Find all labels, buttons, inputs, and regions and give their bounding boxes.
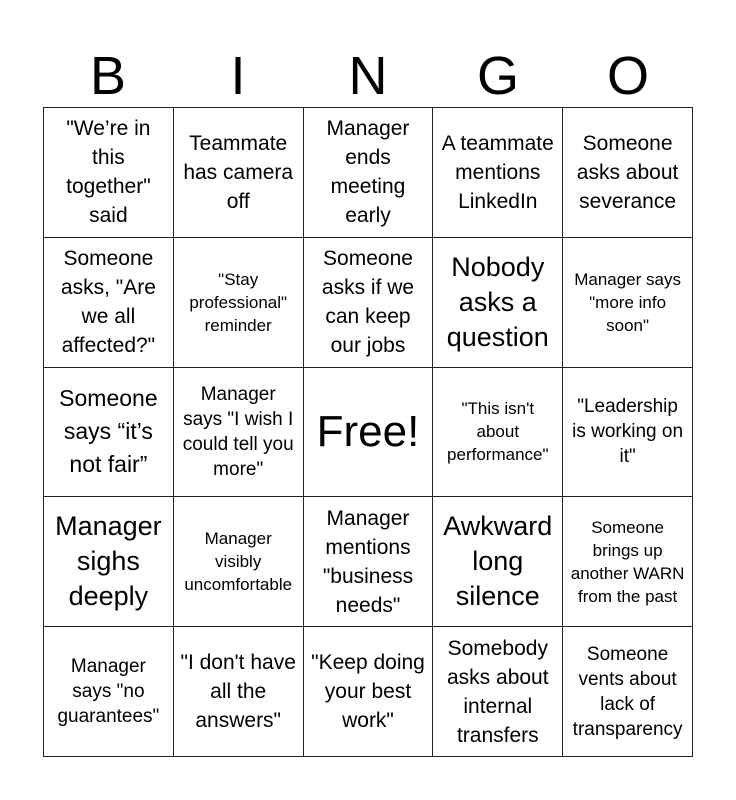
bingo-cell[interactable]: [44, 108, 174, 238]
bingo-cell-text: Someone asks, "Are we all affected?": [60, 247, 156, 358]
bingo-cell[interactable]: [304, 238, 434, 368]
bingo-cell-text: Someone brings up another WARN from the past: [570, 517, 685, 606]
bingo-cell[interactable]: [44, 368, 174, 498]
bingo-cell[interactable]: [304, 497, 434, 627]
bingo-cell-text: Manager sighs deeply: [55, 511, 162, 612]
free-space-cell[interactable]: [304, 368, 434, 498]
bingo-cell[interactable]: [304, 108, 434, 238]
bingo-cell-text: "I don't have all the answers": [180, 651, 296, 733]
bingo-cell-text: Manager says "no guarantees": [57, 656, 160, 728]
bingo-cell-text: A teammate mentions LinkedIn: [441, 131, 554, 213]
bingo-cell-text: Manager says "more info soon": [574, 269, 681, 335]
bingo-cell-text: Manager says "I wish I could tell you more": [182, 383, 294, 480]
header-letter-b: B: [89, 46, 127, 106]
bingo-cell[interactable]: [433, 627, 563, 757]
bingo-cell-text: Manager visibly uncomfortable: [184, 529, 293, 595]
bingo-cell-text: Someone asks about severance: [576, 131, 679, 213]
bingo-cell-text: "Keep doing your best work": [311, 651, 425, 733]
bingo-cell[interactable]: [433, 497, 563, 627]
bingo-header: [43, 44, 693, 108]
header-letter-n: N: [348, 46, 388, 106]
bingo-cell[interactable]: [44, 238, 174, 368]
bingo-cell-text: Nobody asks a question: [446, 251, 549, 352]
bingo-cell[interactable]: [563, 497, 693, 627]
bingo-cell[interactable]: [174, 368, 304, 498]
bingo-cell[interactable]: [174, 627, 304, 757]
header-letter-i: I: [230, 46, 246, 106]
bingo-cell-text: Someone vents about lack of transparency: [572, 643, 683, 740]
bingo-cell[interactable]: [563, 627, 693, 757]
bingo-cell[interactable]: [433, 108, 563, 238]
bingo-cell[interactable]: [433, 238, 563, 368]
bingo-cell-text: "This isn't about performance": [447, 399, 549, 465]
bingo-cell[interactable]: [174, 238, 304, 368]
bingo-cell-text: Someone says “it’s not fair”: [59, 385, 158, 478]
bingo-cell[interactable]: [174, 497, 304, 627]
bingo-cell[interactable]: [433, 368, 563, 498]
bingo-cell-text: Someone asks if we can keep our jobs: [321, 247, 415, 358]
bingo-cell-text: Teammate has camera off: [183, 131, 294, 213]
bingo-cell[interactable]: [563, 368, 693, 498]
bingo-cell-text: "Stay professional" reminder: [189, 269, 288, 335]
bingo-cell[interactable]: [44, 627, 174, 757]
bingo-cell-text: Somebody asks about internal transfers: [447, 636, 549, 747]
bingo-cell[interactable]: [563, 108, 693, 238]
bingo-cell-text: "We’re in this together" said: [66, 117, 151, 228]
header-letter-g: G: [476, 46, 519, 106]
bingo-cell-text: "Leadership is working on it": [572, 396, 684, 468]
bingo-cell[interactable]: [304, 627, 434, 757]
bingo-cell[interactable]: [563, 238, 693, 368]
bingo-cell[interactable]: [174, 108, 304, 238]
bingo-cell-text: Manager ends meeting early: [326, 117, 410, 228]
bingo-cell-text: Awkward long silence: [443, 511, 553, 612]
free-space-text: Free!: [316, 406, 420, 456]
bingo-cell-text: Manager mentions "business needs": [322, 506, 414, 617]
bingo-cell[interactable]: [44, 497, 174, 627]
header-letter-o: O: [606, 46, 649, 106]
bingo-card-grid: [43, 107, 693, 757]
